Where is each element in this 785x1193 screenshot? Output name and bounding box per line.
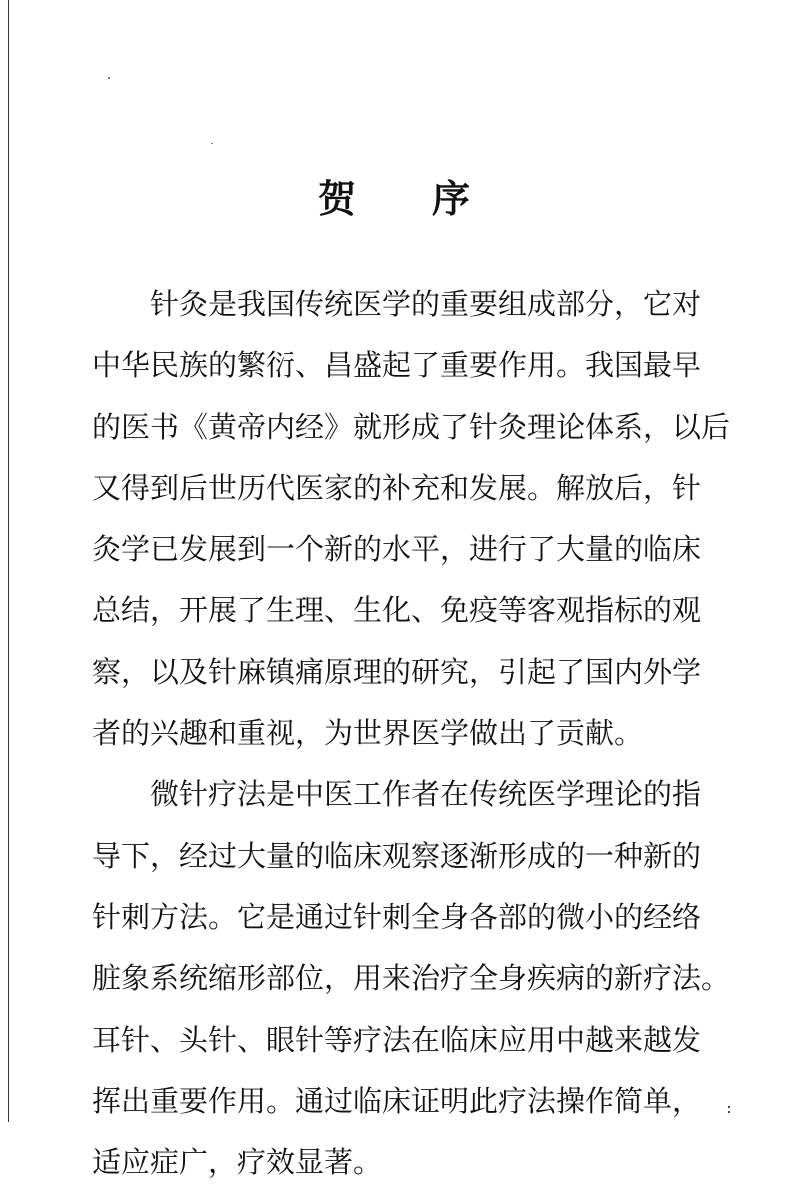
text-line: 者的兴趣和重视，为世界医学做出了贡献。 <box>92 716 644 751</box>
scan-speck <box>108 77 110 79</box>
paragraph-1 <box>92 274 731 764</box>
title-char-1: 贺 <box>318 177 357 221</box>
text-line: 总结，开展了生理、生化、免疫等客观指标的观 <box>92 593 702 628</box>
text-line: 微针疗法是中医工作者在传统医学理论的指 <box>150 777 702 812</box>
text-line: 脏象系统缩形部位，用来治疗全身疾病的新疗法。 <box>92 961 731 996</box>
text-line: 的医书《黄帝内经》就形成了针灸理论体系，以后 <box>92 409 731 444</box>
text-line: 针刺方法。它是通过针刺全身各部的微小的经络 <box>92 899 702 934</box>
text-line: 挥出重要作用。通过临床证明此疗法操作简单， <box>92 1083 702 1118</box>
text-line: 针灸是我国传统医学的重要组成部分，它对 <box>150 287 702 321</box>
scan-dots <box>728 1106 730 1118</box>
text-line: 适应症广，疗效显著。 <box>92 1145 383 1180</box>
paragraph-2 <box>92 764 731 1193</box>
body-text <box>92 274 731 1193</box>
text-line: 又得到后世历代医家的补充和发展。解放后，针 <box>92 470 702 505</box>
text-line: 灸学已发展到一个新的水平，进行了大量的临床 <box>92 532 702 567</box>
text-line: 察，以及针麻镇痛原理的研究，引起了国内外学 <box>92 654 702 689</box>
page-left-edge <box>8 0 9 1122</box>
text-line: 导下，经过大量的临床观察逐渐形成的一种新的 <box>92 838 702 873</box>
text-line: 中华民族的繁衍、昌盛起了重要作用。我国最早 <box>92 348 702 383</box>
text-line: 耳针、头针、眼针等疗法在临床应用中越来越发 <box>92 1022 702 1057</box>
title-char-2: 序 <box>432 177 471 221</box>
scan-speck <box>211 143 213 144</box>
